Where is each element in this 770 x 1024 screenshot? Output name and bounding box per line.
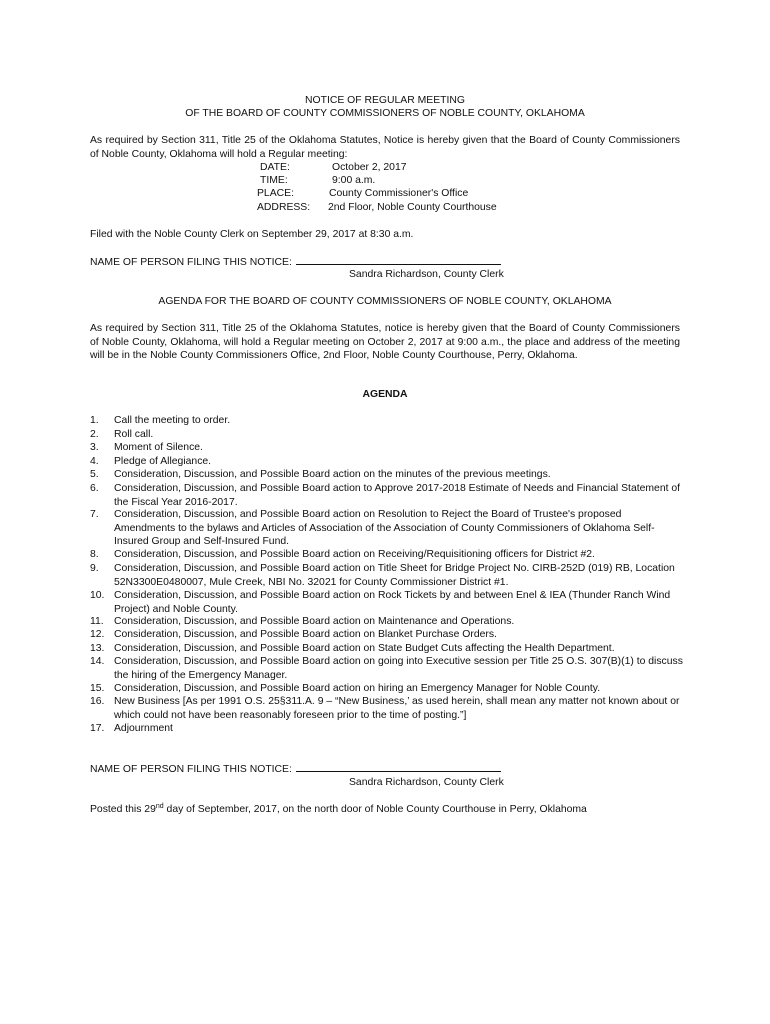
notice-signature-line [296,255,501,265]
agenda-intro: As required by Section 311, Title 25 of the Oklahoma Statutes, notice is hereby given that the Board of County Commissioners of Noble County, Oklahoma, will hold a Regular meeting on October 2, 2017 at 9:00 a.m., the place and address of the meeting will be in the Noble County Commissioners Office, 2nd Floor, Noble County Courthouse, Perry, Oklahoma. [90,323,680,362]
agenda-item-number: 9. [90,563,99,574]
agenda-item-number: 1. [90,415,99,426]
posted-prefix: Posted this 29 [90,804,156,815]
date-label: DATE: [260,162,290,173]
notice-intro: As required by Section 311, Title 25 of the Oklahoma Statutes, Notice is hereby given that the Board of County Commissioners of Noble County, Oklahoma will hold a Regular meeting: [90,135,680,160]
agenda-item-text: New Business [As per 1991 O.S. 25§311.A. 9 – “New Business,’ as used herein, shall mean any matter not known about or which could not have been reasonably foreseen prior to the time of posting.”] [114,696,680,721]
agenda-item-number: 17. [90,723,105,734]
agenda-item-number: 5. [90,469,99,480]
agenda-item-number: 3. [90,442,99,453]
agenda-filer-label: NAME OF PERSON FILING THIS NOTICE: [90,764,292,775]
agenda-item-text: Roll call. [114,429,154,440]
address-label: ADDRESS: [257,202,311,213]
place-value: County Commissioner's Office [329,188,469,199]
agenda-item-text: Pledge of Allegiance. [114,456,212,467]
agenda-item-text: Consideration, Discussion, and Possible Board action on Maintenance and Operations. [114,616,515,627]
agenda-item-text: Consideration, Discussion, and Possible Board action on going into Executive session per Title 25 O.S. 307(B)(1) to discuss the hiring of the Emergency Manager. [114,656,683,681]
agenda-item-text: Consideration, Discussion, and Possible Board action on Rock Tickets by and between Enel & IEA (Thunder Ranch Wind Project) and Noble County. [114,590,671,615]
place-label: PLACE: [257,188,294,199]
notice-filer-label: NAME OF PERSON FILING THIS NOTICE: [90,257,292,268]
notice-title-line1: NOTICE OF REGULAR MEETING [305,95,465,106]
agenda-item-number: 15. [90,683,105,694]
agenda-item-number: 6. [90,483,99,494]
time-value: 9:00 a.m. [332,175,376,186]
agenda-item-text: Call the meeting to order. [114,415,231,426]
time-label: TIME: [260,175,288,186]
agenda-item-number: 2. [90,429,99,440]
agenda-item-text: Consideration, Discussion, and Possible Board action on State Budget Cuts affecting the Health Department. [114,643,615,654]
notice-title-line2: OF THE BOARD OF COUNTY COMMISSIONERS OF NOBLE COUNTY, OKLAHOMA [185,108,585,119]
agenda-item-number: 8. [90,549,99,560]
agenda-item-number: 7. [90,509,99,520]
agenda-signature-line [296,762,501,772]
agenda-item-text: Adjournment [114,723,173,734]
posted-statement [90,803,587,817]
agenda-item-number: 12. [90,629,105,640]
posted-suffix: day of September, 2017, on the north door of Noble County Courthouse in Perry, Oklahoma [163,804,587,815]
agenda-item-number: 11. [90,616,104,627]
agenda-item-number: 13. [90,643,105,654]
agenda-header: AGENDA FOR THE BOARD OF COUNTY COMMISSIONERS OF NOBLE COUNTY, OKLAHOMA [158,296,612,307]
date-value: October 2, 2017 [332,162,407,173]
agenda-filer-row [90,762,501,777]
agenda-item-text: Consideration, Discussion, and Possible Board action on Title Sheet for Bridge Project No. CIRB-252D (019) RB, Location 52N3300E0480007, Mule Creek, NBI No. 32021 for County Commissioner District #1. [114,563,675,588]
agenda-item-text: Consideration, Discussion, and Possible Board action on hiring an Emergency Manager for Noble County. [114,683,601,694]
agenda-item-text: Consideration, Discussion, and Possible Board action on the minutes of the previous meetings. [114,469,551,480]
agenda-item-text: Consideration, Discussion, and Possible Board action to Approve 2017-2018 Estimate of Needs and Financial Statement of the Fiscal Year 2016-2017. [114,483,681,508]
agenda-item-text: Consideration, Discussion, and Possible Board action on Resolution to Reject the Board of Trustee's proposed Amendments to the bylaws and Articles of Association of the Association of County Commissioners of Oklahoma Self-Insured Group and Self-Insured Fund. [114,509,655,548]
agenda-item-text: Moment of Silence. [114,442,203,453]
filed-statement: Filed with the Noble County Clerk on September 29, 2017 at 8:30 a.m. [90,229,414,240]
agenda-item-number: 14. [90,656,105,667]
notice-filer-name: Sandra Richardson, County Clerk [349,269,504,280]
agenda-item-number: 10. [90,590,105,601]
agenda-item-text: Consideration, Discussion, and Possible Board action on Blanket Purchase Orders. [114,629,497,640]
agenda-filer-name: Sandra Richardson, County Clerk [349,777,504,788]
agenda-item-text: Consideration, Discussion, and Possible Board action on Receiving/Requisitioning officers for District #2. [114,549,595,560]
agenda-item-number: 4. [90,456,99,467]
agenda-title: AGENDA [362,389,408,400]
agenda-item-number: 16. [90,696,105,707]
address-value: 2nd Floor, Noble County Courthouse [328,202,497,213]
posted-ordinal-suffix: nd [155,803,164,810]
